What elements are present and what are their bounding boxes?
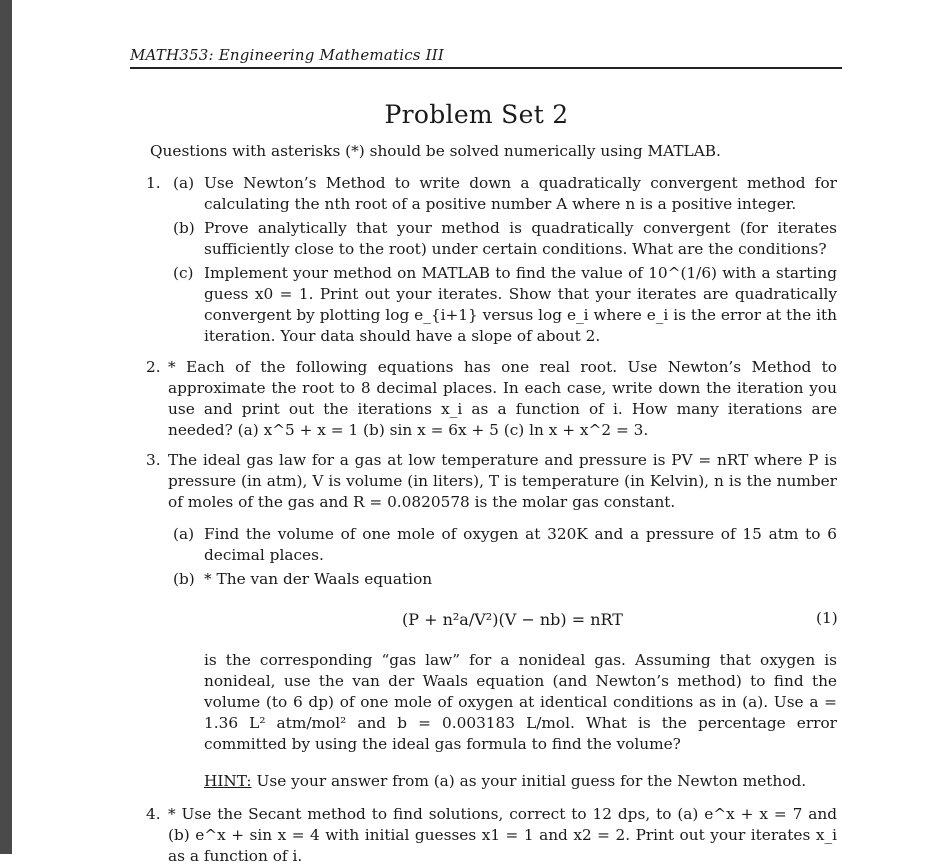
q1c-label: (c): [173, 264, 194, 282]
document-page: [12, 0, 941, 865]
van-der-waals-equation: (P + n²a/V²)(V − nb) = nRT: [402, 610, 623, 629]
q3-text: The ideal gas law for a gas at low temperature and pressure is PV = nRT where P is pressure (in atm), V is volume (in liters), T is temperature (in Kelvin), n is the number of moles of the gas and R = 0.0820578 is the molar gas constant.: [168, 451, 837, 511]
hint-line: [204, 771, 806, 792]
viewer-sidebar: [0, 0, 12, 854]
q2-text: * Each of the following equations has one real root. Use Newton’s Method to approximate the root to 8 decimal places. In each case, write down the iteration you use and print out the iterations x_i as a function of i. How many iterations are needed? (a) x^5 + x = 1 (b) sin x = 6x + 5 (c) ln x + x^2 = 3.: [168, 358, 837, 439]
q4-text: * Use the Secant method to find solutions, correct to 12 dps, to (a) e^x + x = 7 and (b) e^x + sin x = 4 with initial guesses x1 = 1 and x2 = 2. Print out your iterates x_i as a function of i.: [168, 805, 837, 865]
hint-key: HINT:: [204, 772, 252, 790]
q3-number: 3.: [146, 451, 161, 469]
q2-number: 2.: [146, 358, 161, 376]
q3a-text: Find the volume of one mole of oxygen at 320K and a pressure of 15 atm to 6 decimal places.: [204, 525, 837, 564]
q1b-label: (b): [173, 219, 195, 237]
q3a-label: (a): [173, 525, 195, 543]
running-header: MATH353: Engineering Mathematics III: [130, 46, 445, 64]
intro-text: Questions with asterisks (*) should be solved numerically using MATLAB.: [150, 142, 721, 160]
q4-number: 4.: [146, 805, 161, 823]
q1a-text: Use Newton’s Method to write down a quadratically convergent method for calculating the nth root of a positive number A where n is a positive integer.: [204, 174, 837, 213]
q3b-after-text: is the corresponding “gas law” for a nonideal gas. Assuming that oxygen is nonideal, use the van der Waals equation (and Newton’s method) to find the volume (to 6 dp) of one mole of oxygen at identical conditions as in (a). Use a = 1.36 L² atm/mol² and b = 0.003183 L/mol. What is the percentage error committed by using the ideal gas formula to find the volume?: [204, 651, 837, 753]
q1b-text: Prove analytically that your method is quadratically convergent (for iterates sufficiently close to the root) under certain conditions. What are the conditions?: [204, 219, 837, 258]
q1a-label: (a): [173, 174, 195, 192]
q3b-label: (b): [173, 570, 195, 588]
equation-number: (1): [816, 609, 838, 627]
q1-number: 1.: [146, 174, 161, 192]
header-rule: [130, 67, 842, 69]
q1c-text: Implement your method on MATLAB to find the value of 10^(1/6) with a starting guess x0 = 1. Print out your iterates. Show that your iterates are quadratically convergent by plotting log e_{i+1} versus log e_i where e_i is the error at the ith iteration. Your data should have a slope of about 2.: [204, 264, 837, 345]
q3b-text: * The van der Waals equation: [204, 570, 433, 588]
hint-text: Use your answer from (a) as your initial guess for the Newton method.: [256, 772, 807, 790]
page-title: Problem Set 2: [384, 100, 569, 129]
